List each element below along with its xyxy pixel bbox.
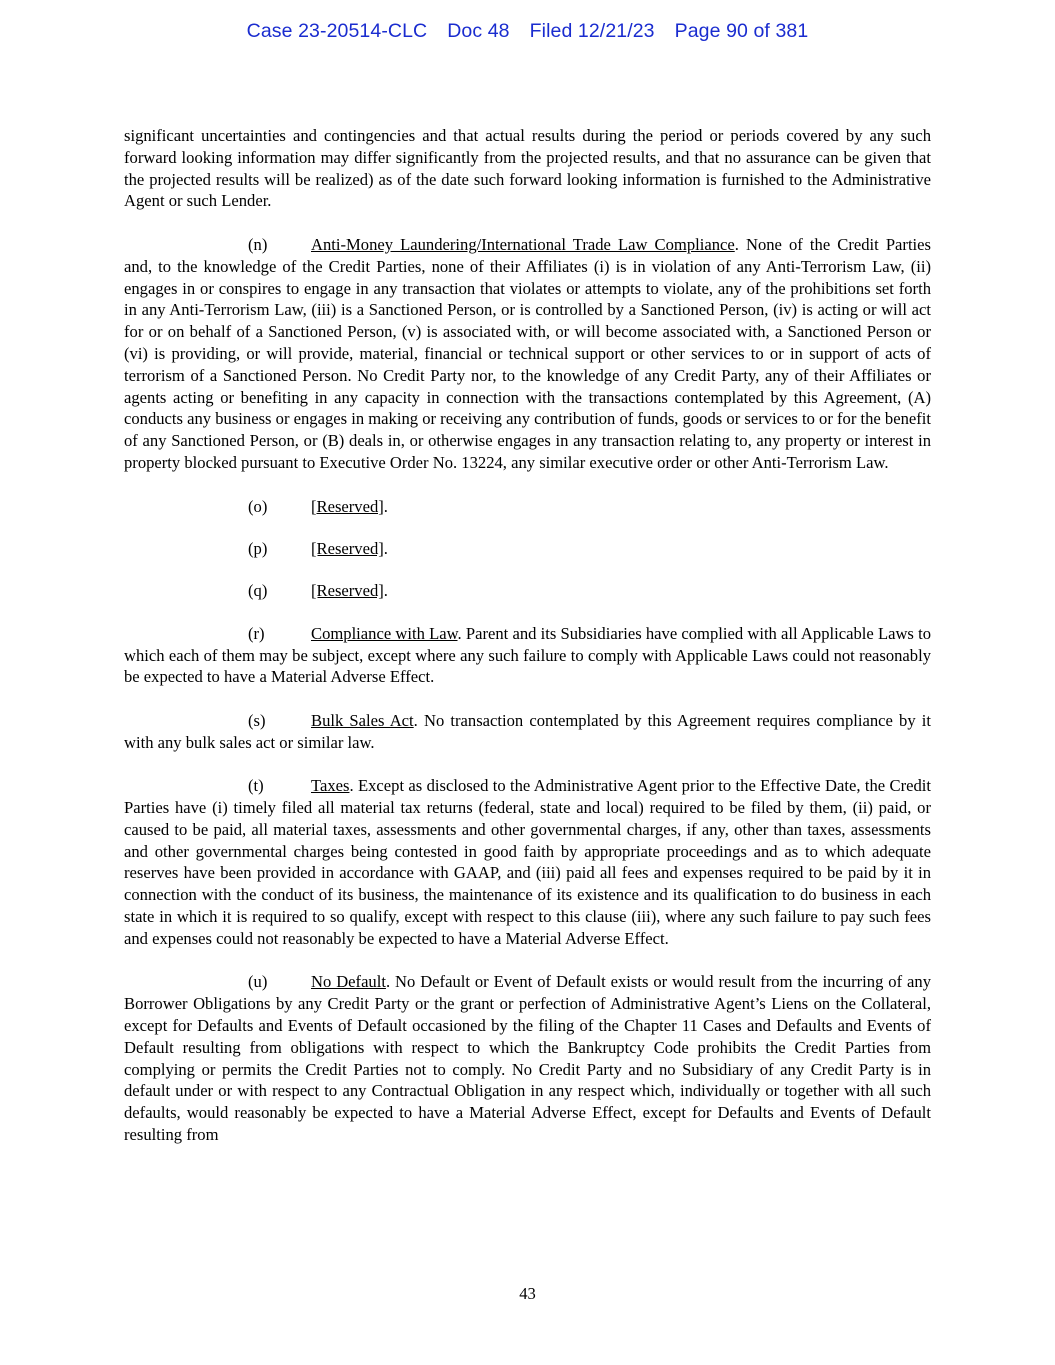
section-label: (s) — [248, 710, 266, 730]
section-q — [124, 580, 931, 602]
filed-date: Filed 12/21/23 — [529, 20, 655, 42]
document-body — [124, 125, 931, 1168]
section-title: [Reserved] — [311, 581, 384, 601]
section-o — [124, 496, 931, 518]
case-number: Case 23-20514-CLC — [246, 20, 428, 42]
section-title: Compliance with Law — [311, 623, 458, 643]
section-text: . No transaction contemplated by this Agreement requires compliance by it with any bulk sales act or similar law. — [124, 710, 931, 752]
carryover-paragraph: significant uncertainties and contingencies and that actual results during the period or periods covered by any such forward looking information may differ significantly from the projected results, and that no assurance can be given that the projected results will be realized) as of the date such forward looking information is furnished to the Administrative Agent or such Lender. — [124, 126, 931, 211]
section-text: . — [383, 496, 388, 516]
section-r — [124, 623, 931, 688]
page-number: 43 — [519, 1284, 536, 1303]
section-s — [124, 710, 931, 754]
section-n — [124, 234, 931, 474]
section-title: Taxes — [311, 776, 350, 796]
document-number: Doc 48 — [447, 20, 510, 42]
section-text: . — [383, 581, 388, 601]
section-text: . Except as disclosed to the Administrative Agent prior to the Effective Date, the Credit Parties have (i) timely filed all material tax returns (federal, state and local) required to be filed by them, (ii) paid, or caused to be paid, all material taxes, assessments and other governmental charges, if any, other than taxes, assessments and other governmental charges being contested in good faith by appropriate proceedings and as to which adequate reserves have been provided in accordance with GAAP, and (iii) paid all fees and expenses required to be paid by it in connection with the conduct of its business, the maintenance of its existence and its qualification to do business in each state in which it is required to so qualify, except with respect to this clause (iii), where any such failure to pay such fees and expenses could not reasonably be expected to have a Material Adverse Effect. — [124, 776, 931, 948]
section-label: (p) — [248, 538, 268, 558]
section-t — [124, 775, 931, 949]
section-text: . No Default or Event of Default exists or would result from the incurring of any Borrower Obligations by any Credit Party or the grant or perfection of Administrative Agent’s Liens on the Collateral, except for Defaults and Events of Default occasioned by the filing of the Chapter 11 Cases and Defaults and Events of Default resulting from obligations with respect to which the Bankruptcy Code prohibits the Credit Parties from complying or permits the Credit Parties not to comply. No Credit Party and no Subsidiary of any Credit Party is in default under or with respect to any Contractual Obligation in any respect which, individually or together with all such defaults, would reasonably be expected to have a Material Adverse Effect, except for Defaults and Events of Default resulting from — [124, 972, 931, 1145]
section-label: (r) — [248, 623, 265, 643]
section-title: [Reserved] — [311, 538, 384, 558]
section-title: [Reserved] — [311, 496, 384, 516]
section-title: Anti-Money Laundering/International Trade Law Compliance — [311, 234, 735, 254]
section-text: . — [383, 538, 388, 558]
section-title: No Default — [311, 972, 386, 992]
court-filing-header — [0, 20, 1055, 43]
section-label: (u) — [248, 972, 268, 992]
section-text: . None of the Credit Parties and, to the knowledge of the Credit Parties, none of their Affiliates (i) is in violation of any Anti-Terrorism Law, (ii) engages in or conspires to engage in any transaction that violates or attempts to violate, any of the prohibitions set forth in any Anti-Terrorism Law, (iii) is a Sanctioned Person, or is controlled by a Sanctioned Person, (iv) is acting or will act for or on behalf of a Sanctioned Person, (v) is associated with, or will become associated with, a Sanctioned Person or (vi) is providing, or will provide, material, financial or technical support or other services to or in support of acts of terrorism of a Sanctioned Person. No Credit Party nor, to the knowledge of any Credit Party, any of their Affiliates or agents acting or benefiting in any capacity in connection with the transactions contemplated by this Agreement, (A) conducts any business or engages in making or receiving any contribution of funds, goods or services to or for the benefit of any Sanctioned Person, or (B) deals in, or otherwise engages in any transaction relating to, any property or interest in property blocked pursuant to Executive Order No. 13224, any similar executive order or other Anti-Terrorism Law. — [124, 234, 931, 472]
section-label: (t) — [248, 776, 264, 796]
section-title: Bulk Sales Act — [311, 710, 414, 730]
section-label: (o) — [248, 496, 268, 516]
section-label: (n) — [248, 234, 268, 254]
section-u — [124, 971, 931, 1145]
section-label: (q) — [248, 581, 268, 601]
page-of-total: Page 90 of 381 — [674, 20, 809, 42]
section-p — [124, 538, 931, 560]
section-text: . Parent and its Subsidiaries have complied with all Applicable Laws to which each of them may be subject, except where any such failure to comply with Applicable Laws could not reasonably be expected to have a Material Adverse Effect. — [124, 623, 932, 687]
